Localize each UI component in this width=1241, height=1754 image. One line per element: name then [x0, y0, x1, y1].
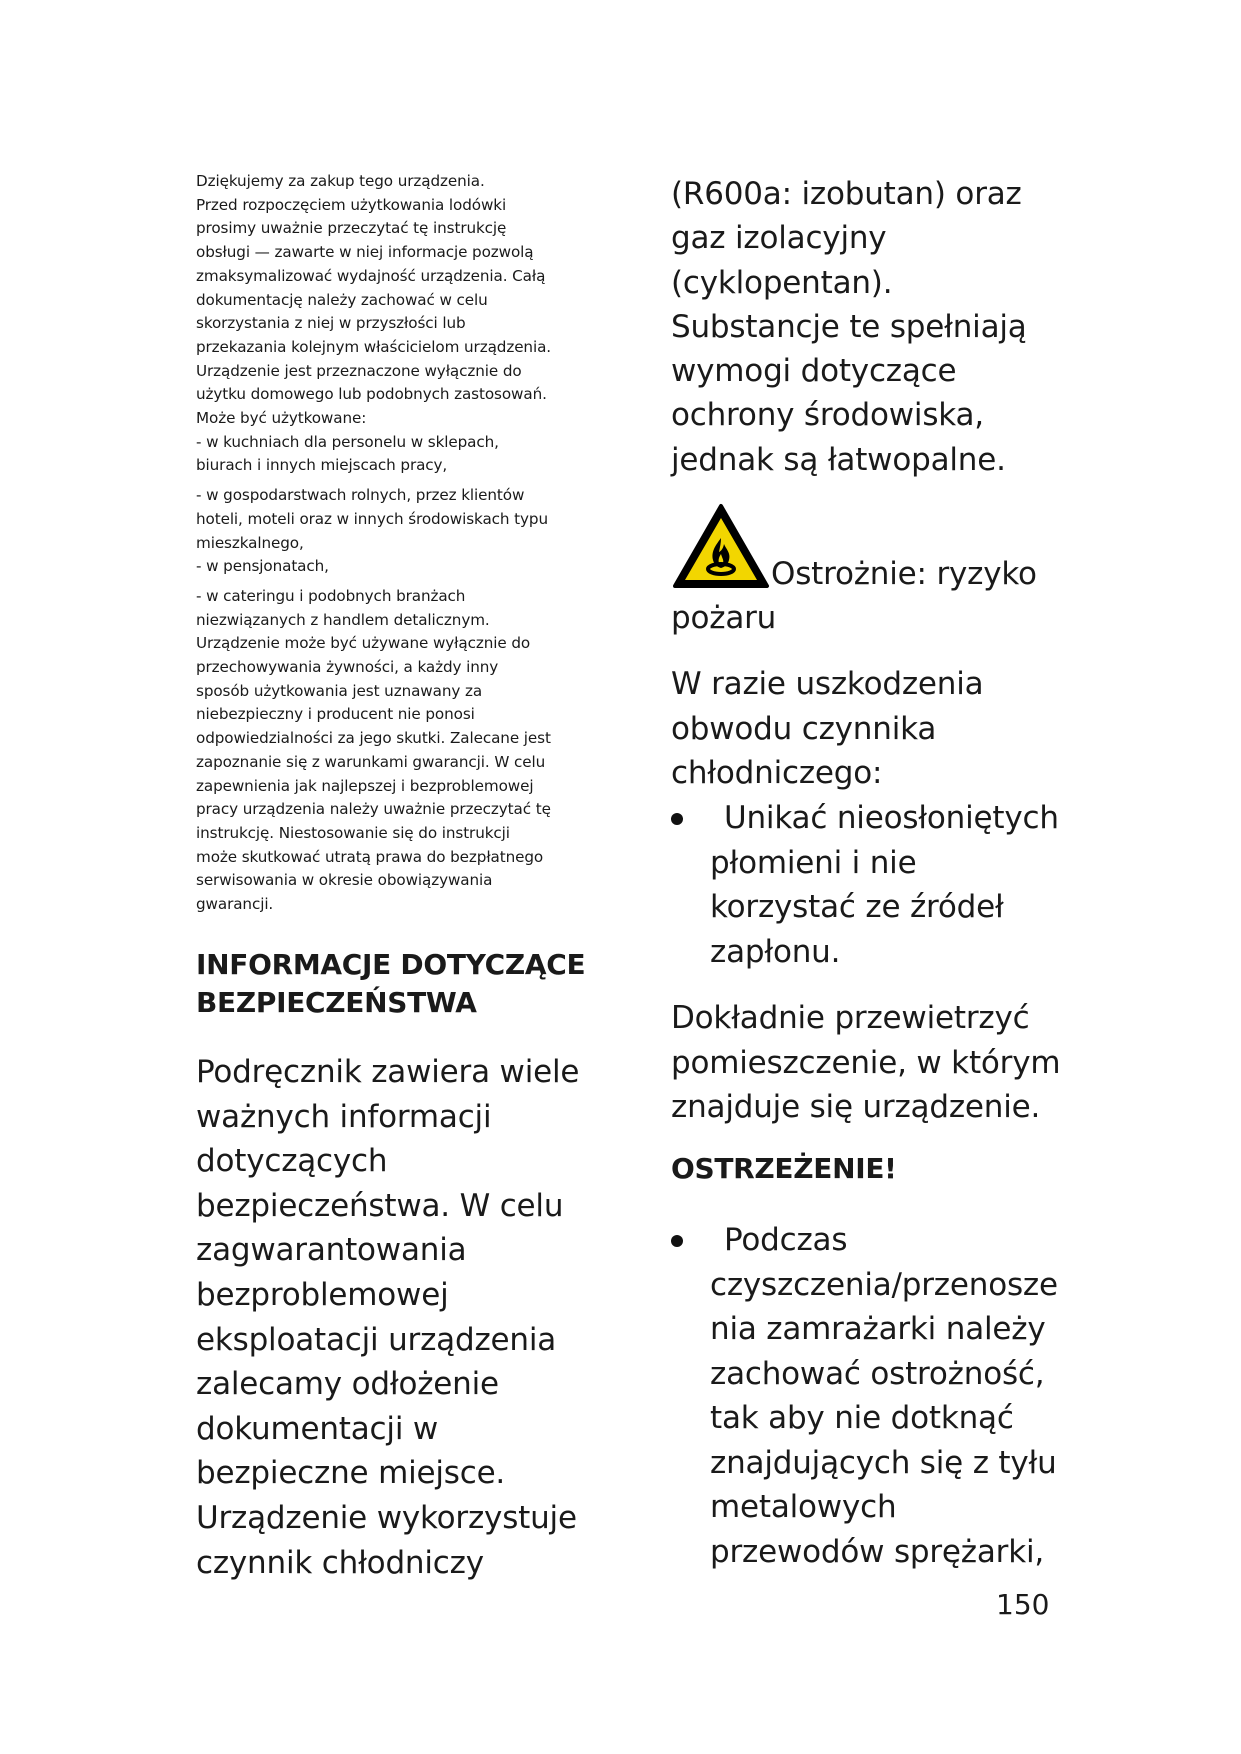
intro-line: instrukcję. Niestosowanie się do instrukcji [196, 823, 510, 842]
intro-line: niebezpieczny i producent nie ponosi [196, 705, 475, 724]
safety-line: dotyczących [196, 1143, 388, 1180]
safety-heading-line: BEZPIECZEŃSTWA [196, 986, 477, 1019]
refrigerant-line: wymogi dotyczące [671, 353, 957, 390]
safety-line: ważnych informacji [196, 1098, 492, 1135]
intro-line: hoteli, moteli oraz w innych środowiskach typu [196, 509, 548, 528]
ventilate-line: pomieszczenie, w którym [671, 1044, 1061, 1081]
damage-line: chłodniczego: [671, 755, 883, 791]
bullet-line: przewodów sprężarki, [710, 1533, 1045, 1570]
refrigerant-line: jednak są łatwopalne. [671, 441, 1006, 478]
refrigerant-line: Substancje te spełniają [671, 308, 1027, 345]
bullet-text [710, 1218, 1058, 1574]
intro-line: Może być użytkowane: [196, 409, 367, 428]
ventilate-line: znajduje się urządzenie. [671, 1089, 1041, 1125]
intro-line: przekazania kolejnym właścicielom urządzenia. [196, 337, 552, 356]
right-column [671, 172, 1071, 1570]
intro-line: dokumentację należy zachować w celu [196, 290, 488, 309]
intro-line: gwarancji. [196, 895, 274, 914]
fire-warning-text-cont: pożaru [671, 600, 777, 636]
intro-line: - w gospodarstwach rolnych, przez klientów [196, 486, 525, 505]
intro-line: obsługi — zawarte w niej informacje pozwolą [196, 243, 534, 262]
safety-line: Urządzenie wykorzystuje [196, 1499, 577, 1536]
bullet-line: płomieni i nie [710, 844, 917, 881]
bullet-line: Podczas [724, 1222, 848, 1258]
safety-heading [196, 946, 585, 1022]
intro-line: odpowiedzialności za jego skutki. Zalecane jest [196, 729, 551, 748]
ventilate-line: Dokładnie przewietrzyć [671, 1000, 1030, 1036]
bullet-line: Unikać nieosłoniętych [724, 800, 1059, 836]
safety-line: bezproblemowej [196, 1276, 449, 1313]
safety-paragraph [196, 1050, 579, 1585]
ventilate-paragraph [671, 996, 1060, 1130]
safety-line: dokumentacji w [196, 1410, 439, 1447]
intro-line: zapewnienia jak najlepszej i bezproblemowej [196, 776, 534, 795]
damage-line: obwodu czynnika [671, 710, 937, 747]
warning-heading: OSTRZEŻENIE! [671, 1152, 897, 1185]
intro-line: - w pensjonatach, [196, 557, 329, 576]
intro-line: może skutkować utratą prawa do bezpłatnego [196, 847, 544, 866]
intro-line: prosimy uważnie przeczytać tę instrukcję [196, 219, 507, 238]
safety-line: eksploatacji urządzenia [196, 1321, 557, 1358]
bullet-line: znajdujących się z tyłu [710, 1444, 1057, 1481]
bullet-line: korzystać ze źródeł [710, 889, 1004, 925]
bullet-cleaning [671, 1218, 1058, 1574]
damage-line: W razie uszkodzenia [671, 666, 984, 702]
refrigerant-line: (R600a: izobutan) oraz [671, 176, 1022, 212]
intro-paragraph [196, 170, 588, 917]
bullet-line: czyszczenia/przenosze [710, 1266, 1058, 1303]
intro-line: biurach i innych miejscach pracy, [196, 456, 448, 475]
intro-line: użytku domowego lub podobnych zastosowań. [196, 385, 547, 404]
intro-line: - w kuchniach dla personelu w sklepach, [196, 432, 499, 451]
intro-line: Urządzenie może być używane wyłącznie do [196, 634, 531, 653]
intro-line: mieszkalnego, [196, 533, 304, 552]
intro-line: przechowywania żywności, a każdy inny [196, 658, 499, 677]
page-number: 150 [996, 1588, 1050, 1621]
fire-warning-text: Ostrożnie: ryzyko [771, 556, 1037, 592]
intro-line: niezwiązanych z handlem detalicznym. [196, 610, 490, 629]
damage-paragraph [671, 662, 983, 796]
refrigerant-line: ochrony środowiska, [671, 397, 984, 434]
safety-line: czynnik chłodniczy [196, 1544, 484, 1581]
intro-line: zapoznanie się z warunkami gwarancji. W celu [196, 752, 546, 771]
bullet-line: metalowych [710, 1489, 897, 1525]
safety-heading-line: INFORMACJE DOTYCZĄCE [196, 948, 586, 981]
bullet-icon [671, 1235, 683, 1247]
bullet-line: zapłonu. [710, 933, 841, 970]
left-column [196, 170, 588, 1581]
bullet-line: zachować ostrożność, [710, 1355, 1045, 1392]
intro-line: Urządzenie jest przeznaczone wyłącznie do [196, 361, 522, 380]
safety-line: Podręcznik zawiera wiele [196, 1054, 580, 1090]
safety-line: zalecamy odłożenie [196, 1366, 499, 1403]
bullet-avoid-flames [671, 796, 1059, 974]
intro-line: Przed rozpoczęciem użytkowania lodówki [196, 195, 507, 214]
intro-line: pracy urządzenia należy uważnie przeczytać tę [196, 800, 551, 819]
bullet-icon [671, 813, 683, 825]
intro-line: serwisowania w okresie obowiązywania [196, 871, 493, 890]
intro-line: zmaksymalizować wydajność urządzenia. Całą [196, 266, 546, 285]
refrigerant-paragraph [671, 172, 1071, 482]
flammable-warning-icon [671, 502, 771, 592]
intro-line: Dziękujemy za zakup tego urządzenia. [196, 172, 485, 190]
bullet-line: tak aby nie dotknąć [710, 1400, 1014, 1436]
refrigerant-line: (cyklopentan). [671, 264, 893, 301]
bullet-text [710, 796, 1059, 974]
safety-line: bezpieczeństwa. W celu [196, 1187, 564, 1224]
safety-line: zagwarantowania [196, 1232, 467, 1269]
intro-line: skorzystania z niej w przyszłości lub [196, 314, 466, 333]
refrigerant-line: gaz izolacyjny [671, 220, 887, 257]
intro-line: sposób użytkowania jest uznawany za [196, 681, 483, 700]
safety-line: bezpieczne miejsce. [196, 1455, 506, 1492]
bullet-line: nia zamrażarki należy [710, 1311, 1046, 1347]
intro-line: - w cateringu i podobnych branżach [196, 586, 466, 605]
